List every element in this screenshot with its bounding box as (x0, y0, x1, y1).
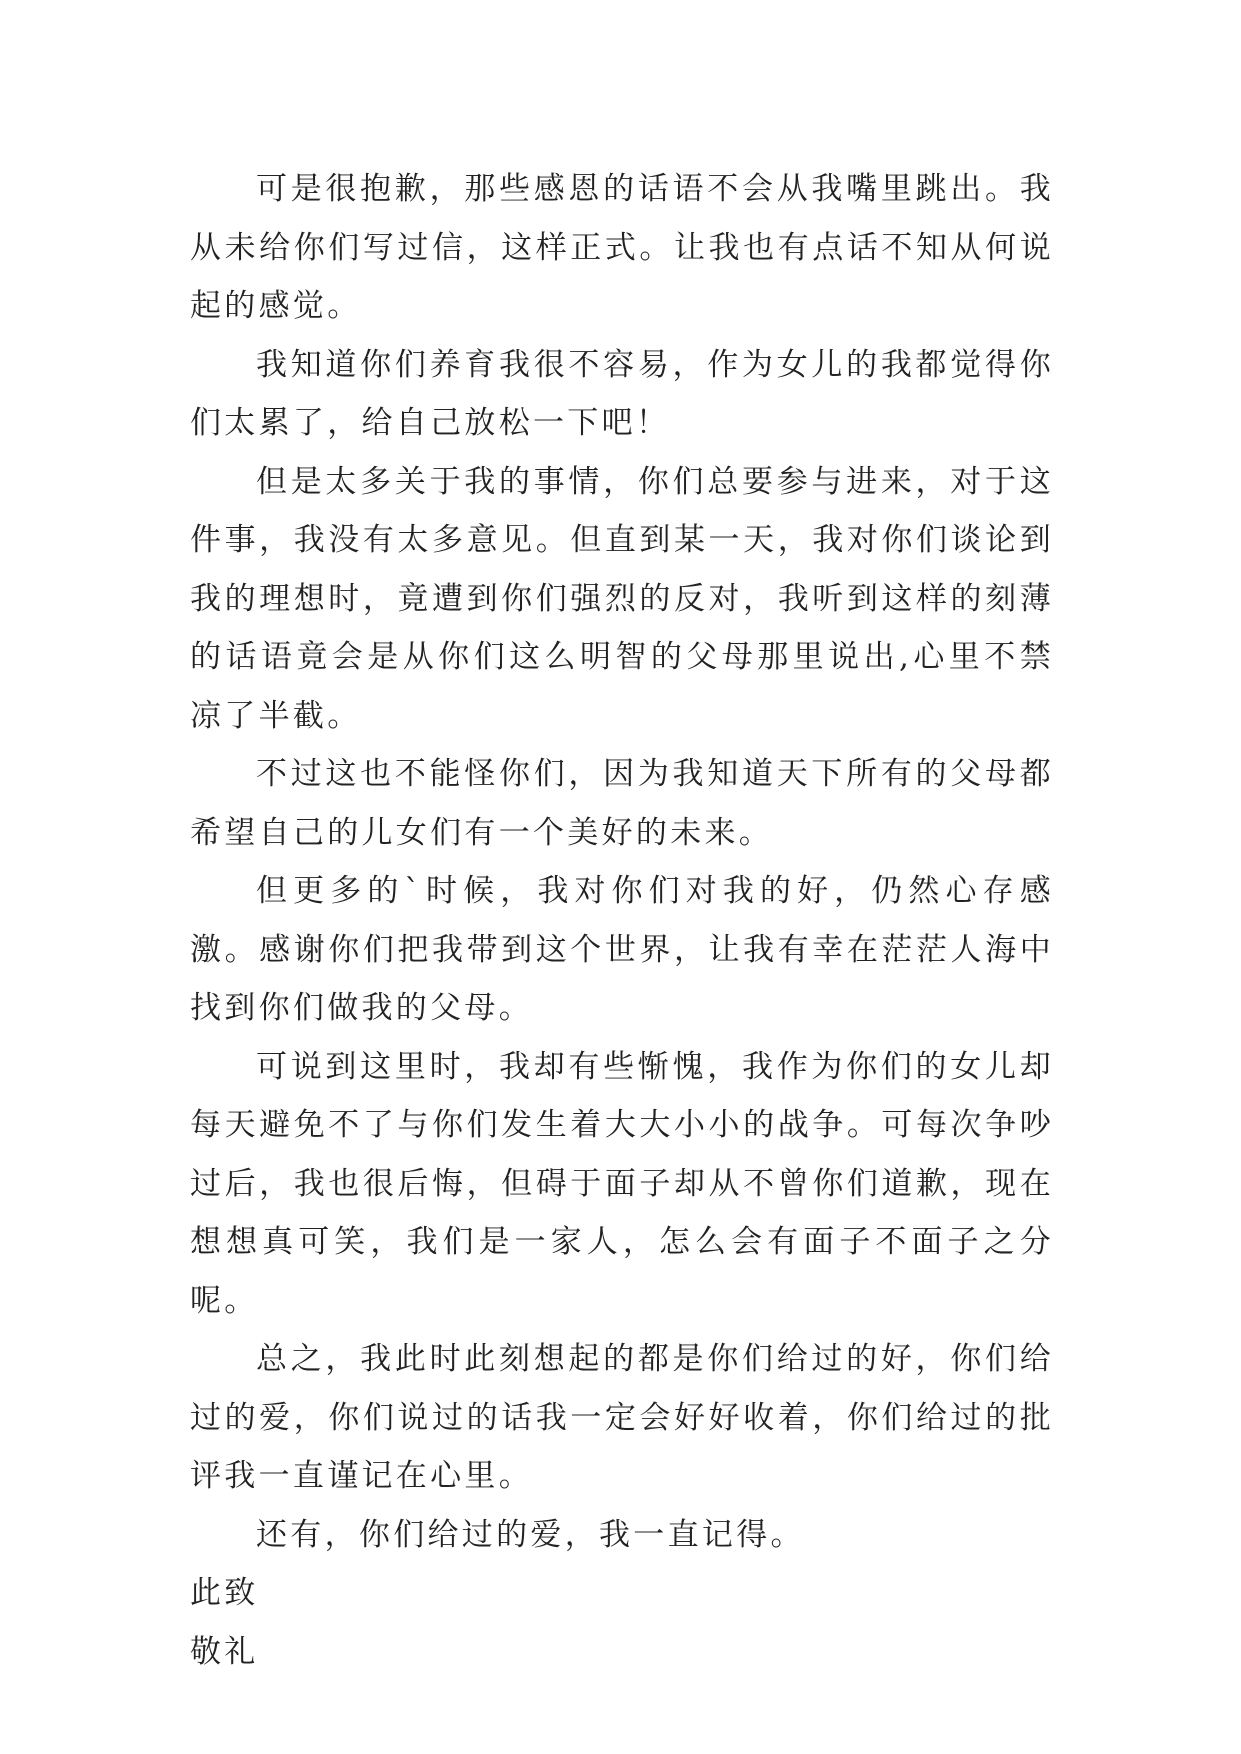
paragraph-6: 可说到这里时，我却有些惭愧，我作为你们的女儿却每天避免不了与你们发生着大大小小的战争。可每次争吵过后，我也很后悔，但碍于面子却从不曾你们道歉，现在想想真可笑，我们是一家人，怎么会有面子不面子之分呢。 (190, 1048, 1054, 1319)
paragraph-7: 总之，我此时此刻想起的都是你们给过的好，你们给过的爱，你们说过的话我一定会好好收着，你们给过的批评我一直谨记在心里。 (190, 1341, 1054, 1494)
paragraph-1: 可是很抱歉，那些感恩的话语不会从我嘴里跳出。我从未给你们写过信，这样正式。让我也有点话不知从何说起的感觉。 (190, 171, 1054, 324)
paragraph-8: 还有，你们给过的爱，我一直记得。 (256, 1516, 805, 1553)
paragraph-2: 我知道你们养育我很不容易，作为女儿的我都觉得你们太累了，给自己放松一下吧！ (190, 346, 1054, 441)
paragraph-3: 但是太多关于我的事情，你们总要参与进来，对于这件事，我没有太多意见。但直到某一天，我对你们谈论到我的理想时，竟遭到你们强烈的反对，我听到这样的刻薄的话语竟会是从你们这么明智的父母那里说出,心里不禁凉了半截。 (190, 463, 1054, 734)
closing-salutation: 此致 (190, 1575, 259, 1611)
paragraph-5: 但更多的`时候，我对你们对我的好，仍然心存感激。感谢你们把我带到这个世界，让我有幸在茫茫人海中找到你们做我的父母。 (190, 873, 1054, 1026)
paragraph-4: 不过这也不能怪你们，因为我知道天下所有的父母都希望自己的儿女们有一个美好的未来。 (190, 756, 1054, 851)
letter-body (190, 160, 1054, 1681)
closing-regards: 敬礼 (190, 1633, 259, 1670)
